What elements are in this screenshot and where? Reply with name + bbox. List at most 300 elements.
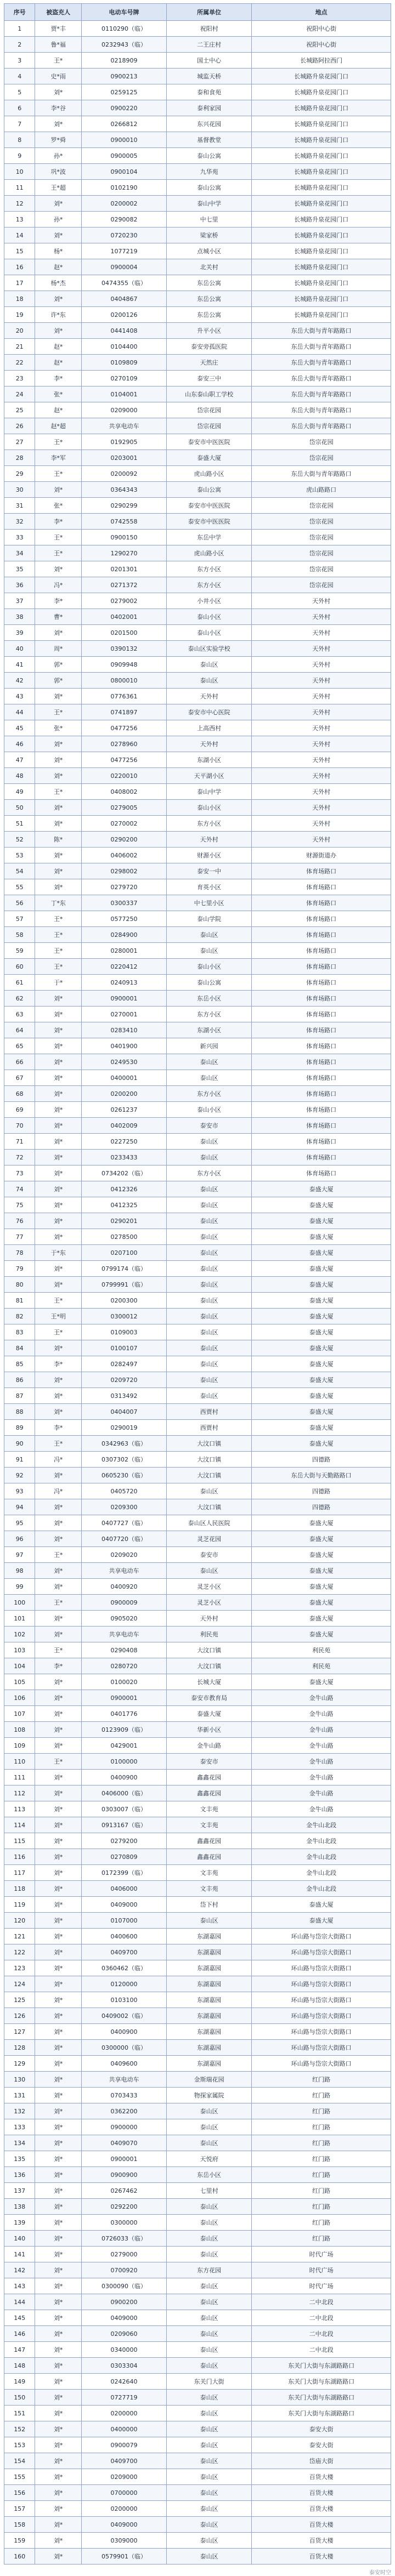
cell-plate: 0408002 (81, 784, 166, 800)
cell-location: 天外村 (252, 657, 391, 673)
cell-index: 10 (4, 164, 35, 180)
table-row (4, 1833, 391, 1849)
cell-plate: 0900104 (81, 164, 166, 180)
cell-owner: 王*超 (35, 180, 82, 196)
cell-owner: 刘* (35, 2533, 82, 2549)
cell-unit: 育英小区 (167, 879, 252, 895)
cell-index: 48 (4, 768, 35, 784)
cell-location: 金牛山北段 (252, 1865, 391, 1881)
table-row (4, 1483, 391, 1499)
cell-owner: 王* (35, 943, 82, 959)
cell-location: 金牛山路 (252, 1785, 391, 1801)
cell-location: 天外村 (252, 784, 391, 800)
cell-owner: 刘* (35, 752, 82, 768)
cell-index: 59 (4, 943, 35, 959)
cell-location: 东关门大街与东湖路路口 (252, 2390, 391, 2406)
cell-index: 143 (4, 2278, 35, 2294)
table-row (4, 2056, 391, 2072)
table-row (4, 1944, 391, 1960)
cell-owner: 刘* (35, 1690, 82, 1706)
cell-index: 18 (4, 291, 35, 307)
cell-owner: 赵* (35, 402, 82, 418)
cell-index: 20 (4, 323, 35, 339)
cell-unit: 泰安市 (167, 1754, 252, 1770)
cell-location: 虎山路路口 (252, 482, 391, 498)
cell-plate: 0270001 (81, 1006, 166, 1022)
table-row (4, 1913, 391, 1929)
cell-plate: 0700920 (81, 2262, 166, 2278)
cell-unit: 泰山区 (167, 1229, 252, 1245)
cell-unit: 鑫鑫花园 (167, 1849, 252, 1865)
cell-unit: 泰安市中医医院 (167, 514, 252, 530)
cell-unit: 泰山区 (167, 1245, 252, 1261)
table-row (4, 2421, 391, 2437)
cell-owner: 刘* (35, 2421, 82, 2437)
cell-owner: 刘* (35, 1563, 82, 1579)
cell-owner: 刘* (35, 2517, 82, 2533)
cell-unit: 物探家属院 (167, 2088, 252, 2103)
cell-unit: 点城小区 (167, 243, 252, 259)
cell-location: 红门路 (252, 2135, 391, 2151)
cell-location: 泰盛大厦 (252, 1356, 391, 1372)
cell-location: 体育场路口 (252, 1165, 391, 1181)
cell-unit: 鑫鑫花园 (167, 1833, 252, 1849)
cell-location: 泰盛大厦 (252, 1388, 391, 1404)
cell-unit: 大汶口镇 (167, 1642, 252, 1658)
cell-location: 金牛山路 (252, 1754, 391, 1770)
table-row (4, 689, 391, 704)
table-row (4, 69, 391, 84)
cell-location: 泰安大街 (252, 2437, 391, 2453)
cell-unit: 泰安一中 (167, 863, 252, 879)
cell-unit: 东岳小区 (167, 991, 252, 1006)
cell-plate: 0404007 (81, 1404, 166, 1420)
cell-owner: 刘* (35, 1865, 82, 1881)
cell-owner: 刘* (35, 1388, 82, 1404)
cell-location: 体育场路口 (252, 1022, 391, 1038)
cell-owner: 刘* (35, 625, 82, 641)
table-row (4, 2406, 391, 2421)
cell-index: 80 (4, 1277, 35, 1293)
cell-plate: 0283410 (81, 1022, 166, 1038)
cell-index: 108 (4, 1722, 35, 1738)
cell-index: 29 (4, 466, 35, 482)
table-row (4, 212, 391, 228)
table-row (4, 196, 391, 212)
cell-unit: 泰山区 (167, 1070, 252, 1086)
cell-location: 红门路 (252, 2088, 391, 2103)
cell-owner: 刘* (35, 1531, 82, 1547)
table-row (4, 927, 391, 943)
cell-location: 百货大楼 (252, 2501, 391, 2517)
cell-index: 23 (4, 371, 35, 386)
cell-location: 体育场路口 (252, 1086, 391, 1102)
cell-location: 泰盛大厦 (252, 1309, 391, 1324)
cell-location: 泰盛大厦 (252, 1611, 391, 1627)
cell-location: 长城路升泉花园门口 (252, 100, 391, 116)
cell-owner: 刘* (35, 1976, 82, 1992)
cell-unit: 东方小区 (167, 1006, 252, 1022)
cell-owner: 王* (35, 911, 82, 927)
cell-index: 5 (4, 84, 35, 100)
table-row (4, 1006, 391, 1022)
cell-plate: 0441408 (81, 323, 166, 339)
cell-unit: 虎山路小区 (167, 545, 252, 561)
cell-plate: 0267462 (81, 2183, 166, 2199)
cell-index: 121 (4, 1929, 35, 1944)
cell-owner: 刘* (35, 1054, 82, 1070)
cell-plate: 0734202（临） (81, 1165, 166, 1181)
cell-index: 157 (4, 2501, 35, 2517)
table-row (4, 768, 391, 784)
cell-location: 长城路升泉花园门口 (252, 69, 391, 84)
cell-location: 体育场路口 (252, 1070, 391, 1086)
cell-index: 118 (4, 1881, 35, 1897)
cell-owner: 刘* (35, 1134, 82, 1150)
cell-plate: 0900001 (81, 991, 166, 1006)
cell-owner: 刘* (35, 689, 82, 704)
table-row (4, 2167, 391, 2183)
cell-owner: 刘* (35, 1579, 82, 1595)
cell-owner: 巩*波 (35, 164, 82, 180)
cell-owner: 刘* (35, 2024, 82, 2040)
cell-owner: 刘* (35, 848, 82, 863)
cell-unit: 泰山中学 (167, 784, 252, 800)
cell-index: 75 (4, 1197, 35, 1213)
cell-unit: 鑫鑫花园 (167, 1785, 252, 1801)
cell-plate: 0278500 (81, 1229, 166, 1245)
table-row (4, 673, 391, 689)
cell-unit: 天外村 (167, 736, 252, 752)
cell-unit: 泰山区 (167, 943, 252, 959)
cell-index: 33 (4, 530, 35, 545)
cell-index: 132 (4, 2103, 35, 2119)
cell-index: 49 (4, 784, 35, 800)
cell-plate: 0172399（临） (81, 1865, 166, 1881)
table-row (4, 2119, 391, 2135)
cell-location: 天外村 (252, 720, 391, 736)
cell-owner: 张* (35, 386, 82, 402)
cell-index: 133 (4, 2119, 35, 2135)
table-row (4, 577, 391, 593)
cell-unit: 灵芝小区 (167, 1579, 252, 1595)
cell-location: 四德路 (252, 1452, 391, 1468)
table-row (4, 1865, 391, 1881)
cell-index: 70 (4, 1118, 35, 1134)
cell-plate: 0201301 (81, 561, 166, 577)
cell-location: 二中北段 (252, 2294, 391, 2310)
cell-plate: 0279005 (81, 800, 166, 816)
cell-index: 114 (4, 1817, 35, 1833)
cell-index: 81 (4, 1293, 35, 1309)
cell-unit: 东岳公寓 (167, 291, 252, 307)
cell-unit: 东方小区 (167, 1086, 252, 1102)
cell-location: 泰盛大厦 (252, 1404, 391, 1420)
cell-unit: 财源小区 (167, 848, 252, 863)
cell-location: 环山路与岱宗大街路口 (252, 2040, 391, 2056)
cell-location: 长城路升泉花园门口 (252, 196, 391, 212)
cell-unit: 泰山区 (167, 2278, 252, 2294)
cell-location: 天外村 (252, 800, 391, 816)
cell-location: 金牛山路 (252, 1801, 391, 1817)
cell-owner: 王* (35, 1293, 82, 1309)
table-row (4, 2390, 391, 2406)
cell-owner: 刘* (35, 1515, 82, 1531)
cell-plate: 0266812 (81, 116, 166, 132)
cell-owner: 刘* (35, 1817, 82, 1833)
table-row (4, 545, 391, 561)
cell-unit: 岱宗花园 (167, 418, 252, 434)
cell-location: 金牛山北段 (252, 1849, 391, 1865)
watermark: 泰安时空 (369, 2570, 391, 2576)
cell-unit: 泰安市 (167, 1547, 252, 1563)
cell-location: 红门路 (252, 2231, 391, 2247)
cell-location: 环山路与岱宗大街路口 (252, 1929, 391, 1944)
cell-plate: 0900150 (81, 530, 166, 545)
cell-owner: 刘* (35, 2406, 82, 2421)
cell-plate: 0313492 (81, 1388, 166, 1404)
cell-unit: 东湖嘉园 (167, 2056, 252, 2072)
cell-index: 100 (4, 1595, 35, 1611)
cell-plate: 0110290（临） (81, 21, 166, 37)
cell-unit: 东湖嘉园 (167, 1944, 252, 1960)
cell-owner: 刘* (35, 768, 82, 784)
cell-index: 4 (4, 69, 35, 84)
cell-unit: 泰山公寓 (167, 180, 252, 196)
cell-plate: 0298002 (81, 863, 166, 879)
cell-owner: 赵* (35, 339, 82, 355)
table-row (4, 1611, 391, 1627)
cell-plate: 0900010 (81, 132, 166, 148)
cell-index: 126 (4, 2008, 35, 2024)
cell-location: 四德路 (252, 1499, 391, 1515)
table-row (4, 609, 391, 625)
cell-index: 40 (4, 641, 35, 657)
table-row (4, 1785, 391, 1801)
cell-owner: 刘* (35, 228, 82, 243)
cell-index: 102 (4, 1627, 35, 1642)
cell-plate: 0280001 (81, 943, 166, 959)
cell-owner: 刘* (35, 2103, 82, 2119)
table-row (4, 1674, 391, 1690)
cell-plate: 0109003 (81, 1324, 166, 1340)
cell-unit: 泰山区 (167, 1913, 252, 1929)
cell-unit: 泰山区 (167, 2326, 252, 2342)
cell-index: 145 (4, 2310, 35, 2326)
cell-unit: 泰安三中 (167, 371, 252, 386)
cell-owner: 刘* (35, 2501, 82, 2517)
cell-owner: 孙* (35, 212, 82, 228)
cell-plate: 0412326 (81, 1181, 166, 1197)
cell-location: 二中北段 (252, 2342, 391, 2358)
table-row (4, 84, 391, 100)
cell-index: 107 (4, 1706, 35, 1722)
cell-plate: 0400600 (81, 1929, 166, 1944)
cell-unit: 岱宗花园 (167, 402, 252, 418)
cell-location: 财源街道办 (252, 848, 391, 863)
table-row (4, 2485, 391, 2501)
cell-location: 泰盛大厦 (252, 1627, 391, 1642)
header-index: 序号 (4, 4, 35, 21)
cell-owner: 冯* (35, 1483, 82, 1499)
cell-location: 百货大楼 (252, 2469, 391, 2485)
cell-location: 泰盛大厦 (252, 1340, 391, 1356)
cell-plate: 0406000（临） (81, 1785, 166, 1801)
cell-index: 109 (4, 1738, 35, 1754)
cell-unit: 东岳公寓 (167, 275, 252, 291)
cell-plate: 0209300 (81, 1499, 166, 1515)
cell-location: 体育场路口 (252, 1038, 391, 1054)
cell-index: 9 (4, 148, 35, 164)
cell-plate: 0900001 (81, 1690, 166, 1706)
cell-unit: 东方小区 (167, 577, 252, 593)
table-row (4, 2437, 391, 2453)
cell-location: 天外村 (252, 673, 391, 689)
cell-index: 21 (4, 339, 35, 355)
cell-owner: 陈* (35, 832, 82, 848)
cell-index: 73 (4, 1165, 35, 1181)
cell-owner: 刘* (35, 2390, 82, 2406)
cell-owner: 刘* (35, 2262, 82, 2278)
cell-plate: 0218909 (81, 53, 166, 69)
table-row (4, 514, 391, 530)
cell-unit: 东湖嘉园 (167, 2040, 252, 2056)
table-row (4, 848, 391, 863)
cell-location: 长城路升泉花园门口 (252, 84, 391, 100)
table-row (4, 911, 391, 927)
cell-plate: 0776361 (81, 689, 166, 704)
table-row (4, 1690, 391, 1706)
table-row (4, 1181, 391, 1197)
cell-index: 144 (4, 2294, 35, 2310)
cell-owner: 周* (35, 641, 82, 657)
cell-location: 天外村 (252, 704, 391, 720)
cell-location: 岱宗花园 (252, 577, 391, 593)
cell-owner: 刘* (35, 863, 82, 879)
cell-unit: 东湖小区 (167, 1022, 252, 1038)
cell-index: 8 (4, 132, 35, 148)
table-row (4, 2262, 391, 2278)
cell-plate: 0300000 (81, 2215, 166, 2231)
cell-index: 67 (4, 1070, 35, 1086)
cell-plate: 0270109 (81, 371, 166, 386)
cell-plate: 0401776 (81, 1706, 166, 1722)
table-row (4, 2358, 391, 2374)
cell-plate: 共享电动车 (81, 418, 166, 434)
cell-unit: 泰山区 (167, 1324, 252, 1340)
cell-index: 90 (4, 1436, 35, 1452)
cell-index: 159 (4, 2533, 35, 2549)
cell-plate: 0303007（临） (81, 1801, 166, 1817)
cell-owner: 刘* (35, 1992, 82, 2008)
cell-plate: 0406002 (81, 848, 166, 863)
table-row (4, 1754, 391, 1770)
cell-location: 天外村 (252, 641, 391, 657)
cell-owner: 丁*东 (35, 895, 82, 911)
table-row (4, 1054, 391, 1070)
cell-unit: 东湖嘉园 (167, 1976, 252, 1992)
cell-plate: 0270809 (81, 1849, 166, 1865)
cell-location: 泰盛大厦 (252, 1261, 391, 1277)
cell-location: 泰盛大厦 (252, 1563, 391, 1579)
cell-unit: 天外村 (167, 832, 252, 848)
table-row (4, 100, 391, 116)
cell-index: 56 (4, 895, 35, 911)
table-row (4, 736, 391, 752)
cell-index: 15 (4, 243, 35, 259)
table-row (4, 1531, 391, 1547)
table-row (4, 2517, 391, 2533)
cell-index: 88 (4, 1404, 35, 1420)
cell-index: 43 (4, 689, 35, 704)
table-row (4, 418, 391, 434)
cell-owner: 刘* (35, 1229, 82, 1245)
cell-plate: 0300000（临） (81, 2040, 166, 2056)
cell-owner: 刘* (35, 561, 82, 577)
cell-owner: 刘* (35, 2151, 82, 2167)
table-row (4, 1770, 391, 1785)
cell-plate: 0100107 (81, 1340, 166, 1356)
cell-owner: 刘* (35, 2183, 82, 2199)
table-row (4, 228, 391, 243)
table-row (4, 1372, 391, 1388)
cell-index: 101 (4, 1611, 35, 1627)
cell-index: 91 (4, 1452, 35, 1468)
cell-index: 24 (4, 386, 35, 402)
cell-plate: 0909948 (81, 657, 166, 673)
table-row (4, 21, 391, 37)
cell-location: 长城路升泉花园门口 (252, 164, 391, 180)
cell-location: 环山路与岱宗大街路口 (252, 2008, 391, 2024)
cell-index: 87 (4, 1388, 35, 1404)
cell-location: 东岳大街与青年路路口 (252, 386, 391, 402)
table-row (4, 530, 391, 545)
cell-plate: 0203001 (81, 450, 166, 466)
cell-owner: 鲁*福 (35, 37, 82, 53)
cell-location: 长城路升泉花园门口 (252, 212, 391, 228)
table-body (4, 21, 391, 2564)
cell-unit: 九华苑 (167, 164, 252, 180)
table-row (4, 2199, 391, 2215)
cell-plate: 0477256 (81, 752, 166, 768)
cell-location: 体育场路口 (252, 927, 391, 943)
table-row (4, 1404, 391, 1420)
cell-owner: 刘* (35, 2310, 82, 2326)
cell-plate: 0309000 (81, 2533, 166, 2549)
cell-owner: 孙* (35, 148, 82, 164)
cell-owner: 郭* (35, 657, 82, 673)
table-row (4, 1881, 391, 1897)
cell-index: 158 (4, 2517, 35, 2533)
table-row (4, 466, 391, 482)
cell-plate: 0405720 (81, 1483, 166, 1499)
cell-index: 7 (4, 116, 35, 132)
table-row (4, 959, 391, 975)
cell-index: 92 (4, 1468, 35, 1483)
cell-index: 79 (4, 1261, 35, 1277)
cell-owner: 赵*超 (35, 418, 82, 434)
cell-plate: 0201500 (81, 625, 166, 641)
cell-owner: 刘* (35, 2167, 82, 2183)
cell-plate: 0741897 (81, 704, 166, 720)
cell-unit: 泰山公寓 (167, 482, 252, 498)
cell-owner: 刘* (35, 84, 82, 100)
cell-location: 泰盛大厦 (252, 1293, 391, 1309)
stolen-vehicle-list (4, 3, 391, 2576)
cell-index: 147 (4, 2342, 35, 2358)
cell-location: 金牛山北段 (252, 1881, 391, 1897)
cell-plate: 0209720 (81, 1372, 166, 1388)
